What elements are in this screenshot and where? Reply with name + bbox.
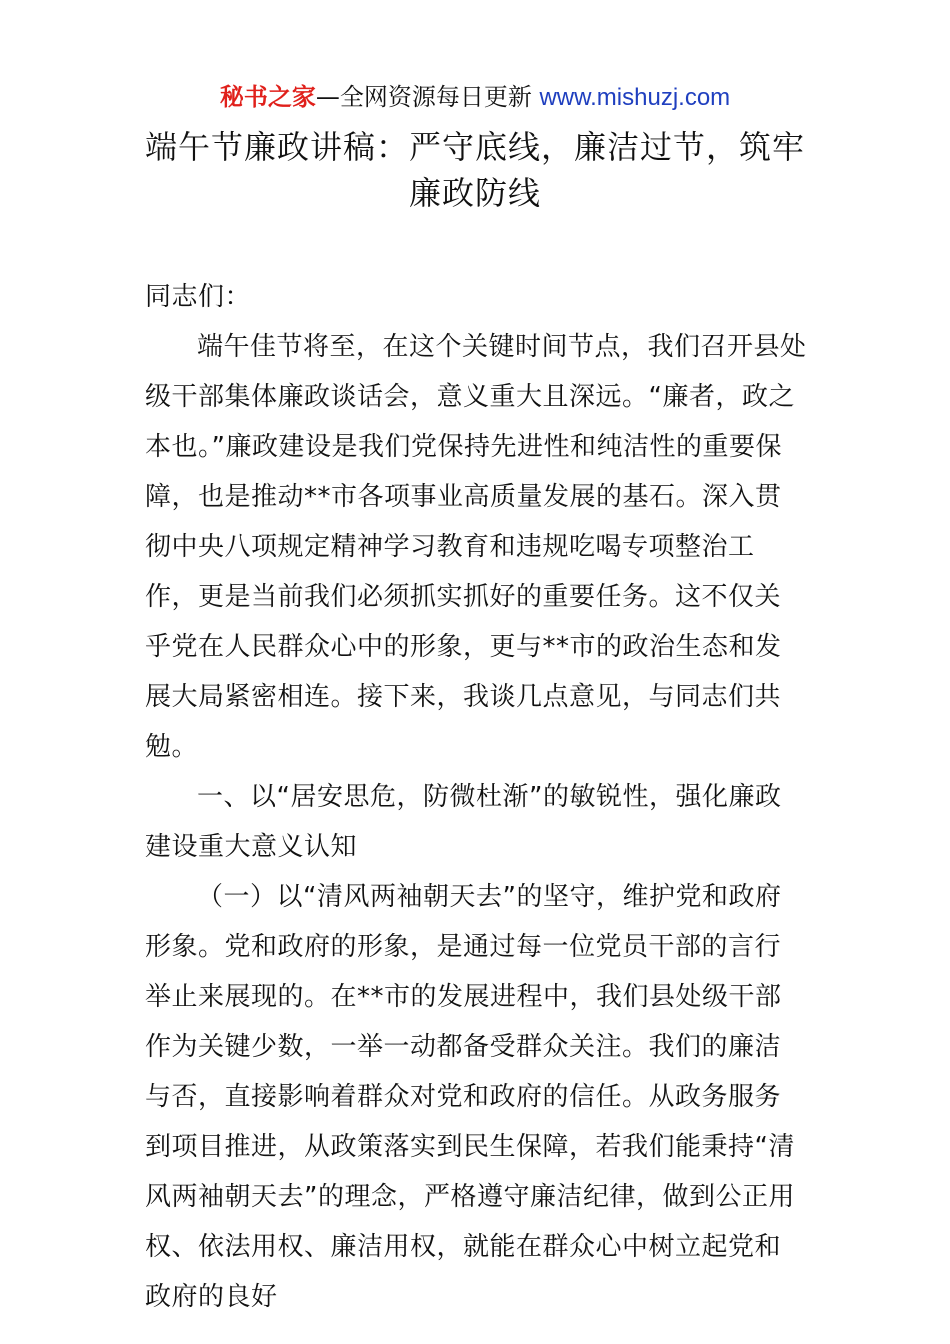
section-heading: 一、以“居安思危，防微杜渐”的敏锐性，强化廉政建设重大意义认知 [145, 782, 782, 862]
page-header [0, 80, 950, 115]
document-body [145, 272, 807, 1322]
paragraph-subsection-1: （一）以“清风两袖朝天去”的坚守，维护党和政府形象。党和政府的形象，是通过每一位党员干部的言行举止来展现的。在**市的发展进程中，我们县处级干部作为关键少数，一举一动都备受群众关注。我们的廉洁与否，直接影响着群众对党和政府的信任。从政务服务到项目推进，从政策落实到民生保障，若我们能秉持“清风两袖朝天去”的理念，严格遵守廉洁纪律，做到公正用权、依法用权、廉洁用权，就能在群众心中树立起党和政府的良好 [145, 882, 795, 1312]
salutation: 同志们： [145, 282, 252, 312]
document-title: 端午节廉政讲稿：严守底线，廉洁过节，筑牢廉政防线 [145, 128, 806, 212]
paragraph-intro: 端午佳节将至，在这个关键时间节点，我们召开县处级干部集体廉政谈话会，意义重大且深远。“廉者，政之本也。”廉政建设是我们党保持先进性和纯洁性的重要保障，也是推动**市各项事业高质量发展的基石。深入贯彻中央八项规定精神学习教育和违规吃喝专项整治工作，更是当前我们必须抓实抓好的重要任务。这不仅关乎党在人民群众心中的形象，更与**市的政治生态和发展大局紧密相连。接下来，我谈几点意见，与同志们共勉。 [145, 332, 807, 762]
header-tagline: —全网资源每日更新 [315, 83, 540, 111]
brand-name: 秘书之家 [219, 83, 316, 111]
site-url[interactable]: www.mishuzj.com [539, 84, 731, 111]
